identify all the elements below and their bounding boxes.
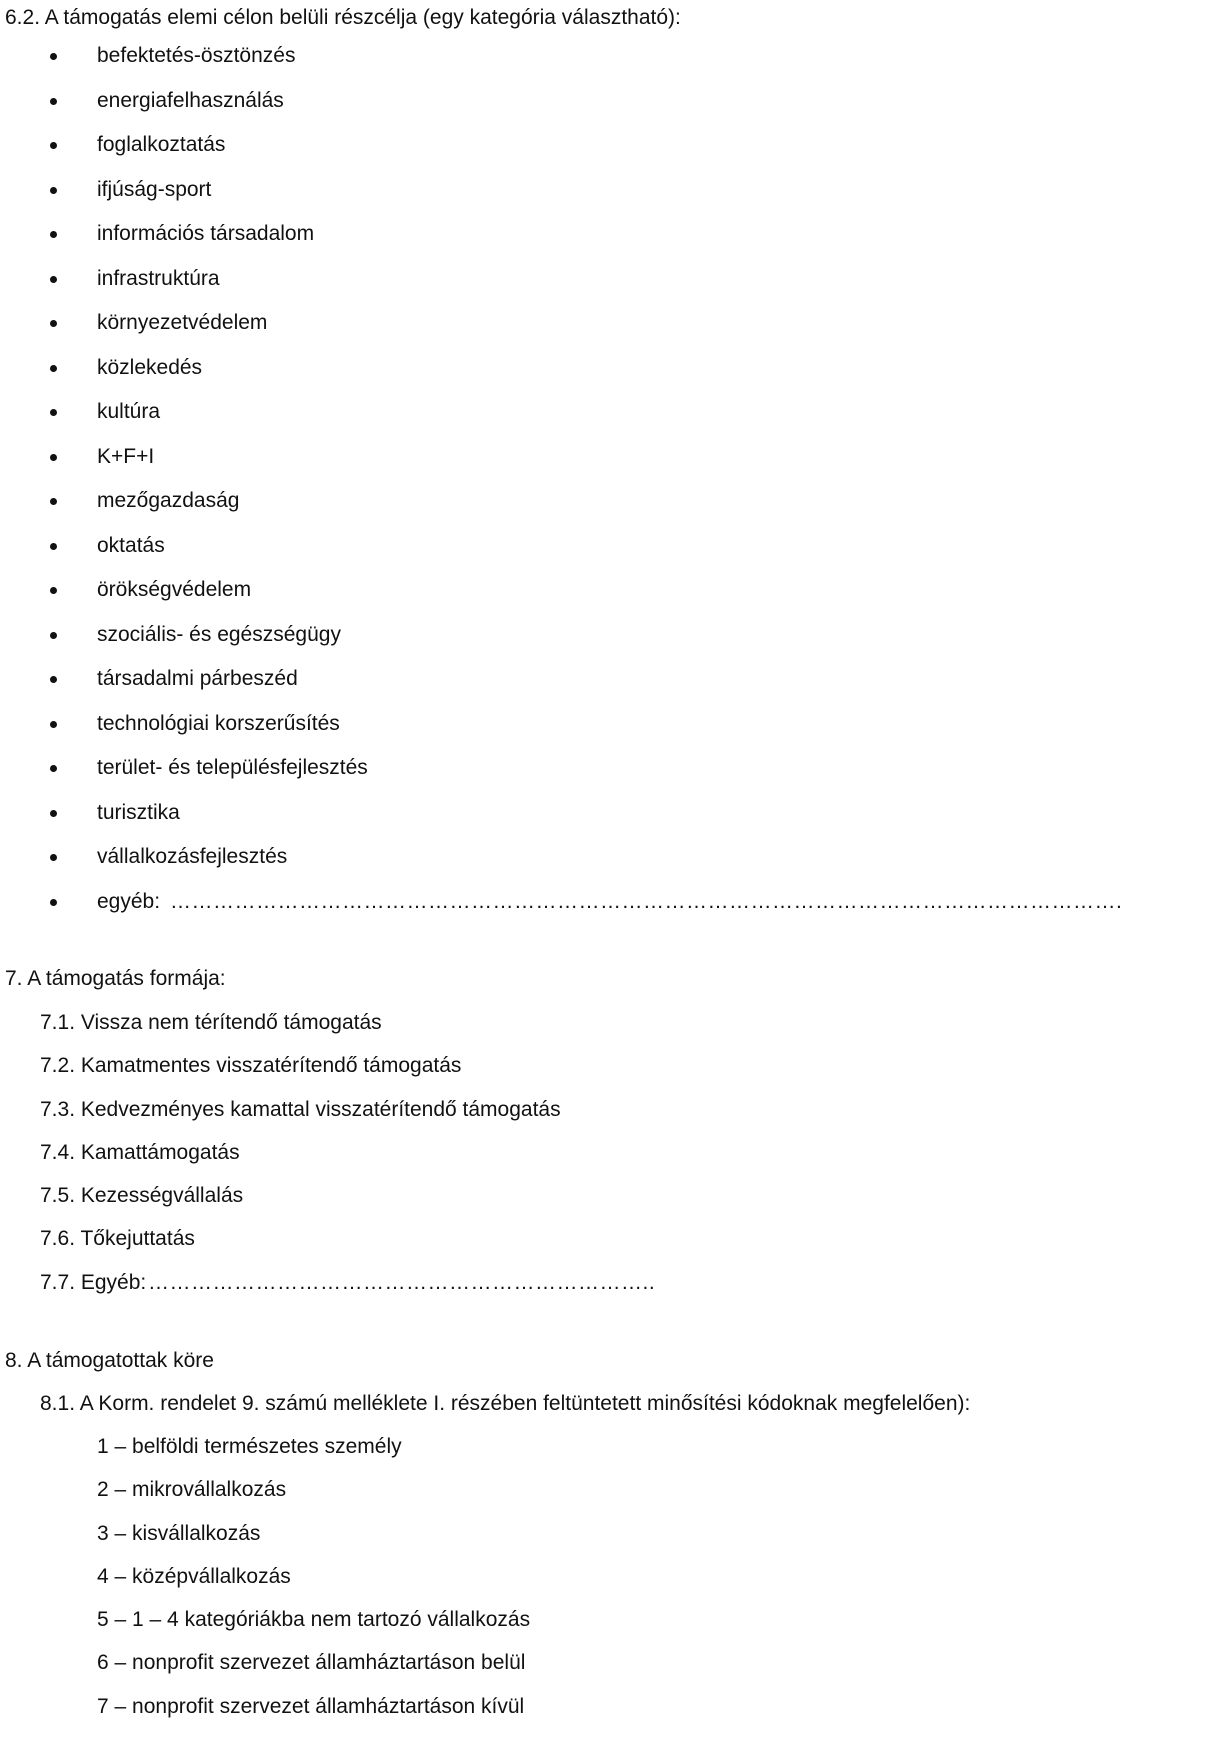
list-item	[0, 266, 1211, 311]
other-fill-line: ……………………………………………………………..	[148, 1270, 656, 1294]
category-label: mezőgazdaság	[97, 489, 240, 512]
category-label: technológiai korszerűsítés	[97, 711, 340, 735]
list-item: 7.2. Kamatmentes visszatérítendő támogatás	[40, 1054, 462, 1078]
category-label: közlekedés	[97, 355, 203, 379]
section-8-1-heading: 8.1. A Korm. rendelet 9. számú melléklete I. részében feltüntetett minősítési kódoknak megfelelően):	[40, 1392, 971, 1415]
list-item	[0, 533, 1211, 578]
list-item	[0, 844, 1211, 889]
bullet-icon	[50, 320, 57, 327]
list-item	[0, 177, 1211, 222]
list-item	[0, 666, 1211, 711]
list-item	[0, 755, 1211, 800]
bullet-icon	[50, 632, 57, 639]
bullet-icon	[50, 721, 57, 728]
list-item: 7.4. Kamattámogatás	[40, 1140, 240, 1164]
category-label: ifjúság-sport	[97, 177, 212, 201]
list-item	[0, 488, 1211, 533]
category-label: örökségvédelem	[97, 578, 252, 601]
bullet-icon	[50, 142, 57, 149]
section-8-code-list	[97, 1434, 1097, 1737]
category-label: terület- és településfejlesztés	[97, 756, 368, 779]
list-item	[0, 444, 1211, 489]
section-7-form-list	[40, 1010, 1190, 1313]
bullet-icon	[50, 543, 57, 550]
list-item	[0, 221, 1211, 266]
category-label: egyéb:	[97, 889, 161, 913]
list-item	[0, 132, 1211, 177]
bullet-icon	[50, 231, 57, 238]
list-item	[40, 1270, 1190, 1313]
category-label: társadalmi párbeszéd	[97, 667, 298, 690]
bullet-icon	[50, 409, 57, 416]
bullet-icon	[50, 899, 57, 906]
category-label: környezetvédelem	[97, 311, 268, 334]
category-label: oktatás	[97, 533, 165, 557]
bullet-icon	[50, 454, 57, 461]
list-item: 6 – nonprofit szervezet államháztartáson belül	[97, 1651, 526, 1675]
category-label: információs társadalom	[97, 222, 315, 245]
list-item: 7 – nonprofit szervezet államháztartáson kívül	[97, 1694, 525, 1718]
list-item	[0, 889, 1211, 934]
list-item	[0, 310, 1211, 355]
category-label: energiafelhasználás	[97, 88, 284, 112]
list-item	[0, 622, 1211, 667]
category-label: kultúra	[97, 400, 161, 423]
bullet-icon	[50, 810, 57, 817]
bullet-icon	[50, 587, 57, 594]
list-item	[0, 711, 1211, 756]
list-item	[0, 577, 1211, 622]
list-item: 2 – mikrovállalkozás	[97, 1478, 287, 1502]
list-item: 7.3. Kedvezményes kamattal visszatérítendő támogatás	[40, 1097, 561, 1121]
list-item: 3 – kisvállalkozás	[97, 1521, 261, 1545]
bullet-icon	[50, 276, 57, 283]
bullet-icon	[50, 676, 57, 683]
list-item	[0, 355, 1211, 400]
category-label: infrastruktúra	[97, 266, 220, 290]
other-fill-line: …………………………………………………………………………………………………………………….	[170, 889, 1123, 913]
section-6-2-heading: 6.2. A támogatás elemi célon belüli részcélja (egy kategória választható):	[5, 6, 681, 29]
category-label: vállalkozásfejlesztés	[97, 845, 288, 868]
list-item: 5 – 1 – 4 kategóriákba nem tartozó vállalkozás	[97, 1608, 531, 1632]
bullet-icon	[50, 98, 57, 105]
other-label: 7.7. Egyéb:	[40, 1270, 147, 1294]
list-item: 7.1. Vissza nem térítendő támogatás	[40, 1011, 382, 1034]
bullet-icon	[50, 765, 57, 772]
bullet-icon	[50, 854, 57, 861]
bullet-icon	[50, 187, 57, 194]
section-8-heading: 8. A támogatottak köre	[5, 1349, 214, 1372]
category-label: turisztika	[97, 800, 180, 824]
bullet-icon	[50, 365, 57, 372]
category-label: szociális- és egészségügy	[97, 622, 341, 646]
list-item: 7.6. Tőkejuttatás	[40, 1227, 195, 1251]
list-item	[0, 399, 1211, 444]
list-item: 1 – belföldi természetes személy	[97, 1435, 402, 1458]
category-label: foglalkoztatás	[97, 133, 226, 156]
list-item	[0, 43, 1211, 88]
section-6-2-category-list	[0, 43, 1211, 933]
bullet-icon	[50, 53, 57, 60]
category-label: befektetés-ösztönzés	[97, 44, 296, 67]
list-item	[0, 88, 1211, 133]
bullet-icon	[50, 498, 57, 505]
list-item	[0, 800, 1211, 845]
list-item: 7.5. Kezességvállalás	[40, 1184, 244, 1208]
section-7-heading: 7. A támogatás formája:	[5, 967, 226, 990]
category-label: K+F+I	[97, 444, 155, 468]
list-item: 4 – középvállalkozás	[97, 1564, 291, 1588]
